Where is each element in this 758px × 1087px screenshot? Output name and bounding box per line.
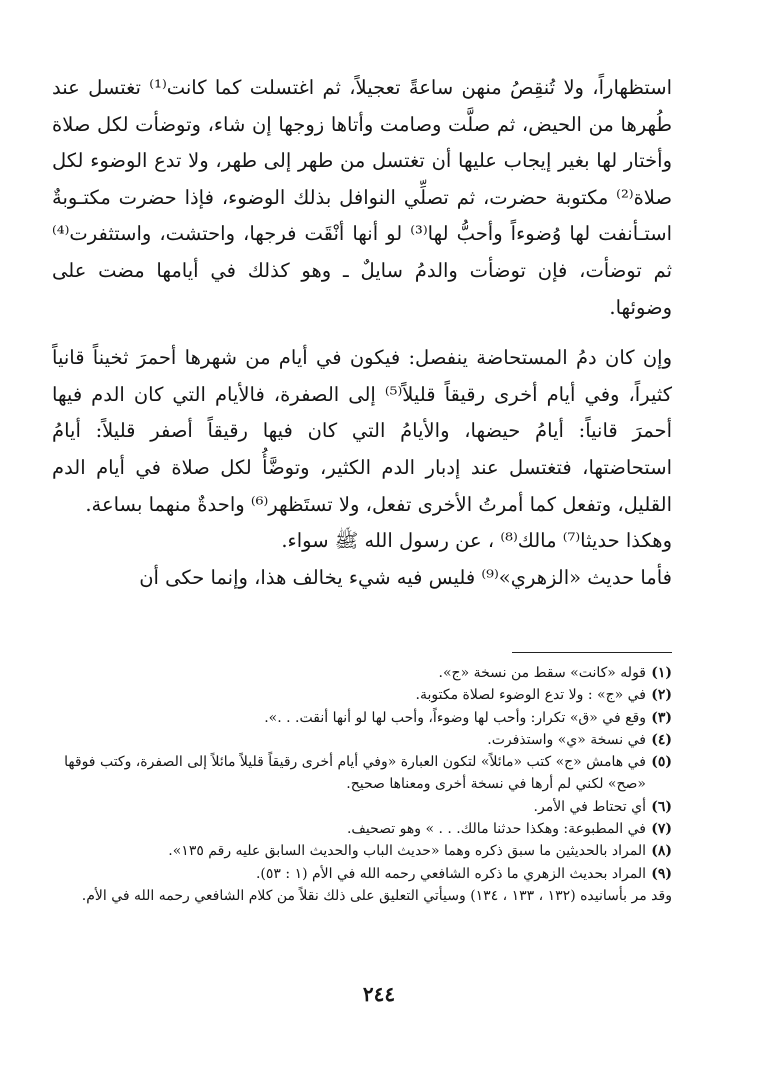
footnote-number: (٢) <box>651 687 672 704</box>
footnote-number: (١) <box>651 665 672 681</box>
paragraph-2: وإن كان دمُ المستحاضة ينفصل: فيكون في أيام من شهرها أحمرَ ثخيناً قانياً كثيراً، وفي أيام أخرى رقيقاً قليلاً⁽⁵⁾ إلى الصفرة، فالأيام التي كان الدم فيها أحمرَ قانياً: أيامُ حيضها، والأيامُ التي كان فيها رقيقاً أصفر قليلاً: أيامُ استحاضتها، فتغتسل عند إدبار الدم الكثير، وتوضَّأُ لكل صلاة في أيام الدم القليل، وتفعل كما أمرتُ الأخرى تفعل، ولا تستَظهر⁽⁶⁾ واحدةٌ منهما بساعة. <box>52 346 672 516</box>
footnote-7 <box>52 818 672 840</box>
footnotes-section <box>52 662 672 907</box>
footnote-number: (٥) <box>651 754 672 771</box>
footnote-text: في المطبوعة: وهكذا حدثنا مالك. . . » وهو تصحيف. <box>346 821 646 838</box>
footnote-3 <box>52 707 672 729</box>
paragraph-3: وهكذا حديثا⁽⁷⁾ مالك⁽⁸⁾ ، عن رسول الله ﷺ سواء. <box>281 529 672 553</box>
footnote-number: (٩) <box>651 865 672 882</box>
footnote-continuation: وقد مر بأسانيده (١٣٢ ، ١٣٣ ، ١٣٤) وسيأتي التعليق على ذلك نقلاً من كلام الشافعي رحمه الله في الأم. <box>81 887 672 904</box>
footnote-6 <box>52 796 672 818</box>
footnote-text: المراد بحديث الزهري ما ذكره الشافعي رحمه الله في الأم (١ : ٥٣). <box>255 865 646 882</box>
footnote-text: في نسخة «ي» واستذفرت. <box>487 731 646 748</box>
footnote-number: (٨) <box>651 843 672 860</box>
footnote-text: أي تحتاط في الأمر. <box>533 798 646 815</box>
footnote-8 <box>52 840 672 862</box>
footnote-number: (٧) <box>651 821 672 838</box>
main-text-body <box>52 70 672 596</box>
footnote-5 <box>52 751 672 796</box>
footnote-2 <box>52 684 672 706</box>
footnote-9 <box>52 863 672 885</box>
footnote-number: (٤) <box>651 731 672 748</box>
paragraph-4: فأما حديث «الزهري»⁽⁹⁾ فليس فيه شيء يخالف هذا، وإنما حكى أن <box>139 565 672 589</box>
footnote-4 <box>52 729 672 751</box>
footnote-text: المراد بالحديثين ما سبق ذكره وهما «حديث الباب والحديث السابق عليه رقم ١٣٥». <box>168 843 646 860</box>
footnote-number: (٣) <box>651 709 672 726</box>
footnote-text: في هامش «ج» كتب «مائلاً» لتكون العبارة «وفي أيام أخرى رقيقاً قليلاً مائلاً إلى الصفرة، وكتب فوقها «صح» لكني لم أرها في نسخة أخرى ومعناها صحيح. <box>64 754 646 793</box>
footnote-text: في «ج» : ولا تدع الوضوء لصلاة مكتوبة. <box>415 687 646 704</box>
footnote-number: (٦) <box>651 798 672 815</box>
footnote-text: وقع في «ق» تكرار: وأحب لها وضوءاً، وأحب لها لو أنها أنقت. . .». <box>264 709 646 726</box>
footnote-separator <box>512 652 672 653</box>
footnote-1 <box>52 662 672 684</box>
footnote-text: قوله «كانت» سقط من نسخة «ج». <box>438 665 646 681</box>
paragraph-1: استظهاراً، ولا تُنقِصُ منهن ساعةً تعجيلاً، ثم اغتسلت كما كانت⁽¹⁾ تغتسل عند طُهرها من الحيض، ثم صلَّت وصامت وأتاها زوجها إن شاء، وتوضأت لكل صلاة وأختار لها بغير إيجاب عليها أن تغتسل من طهر إلى طهر، ولا تدع الوضوء لكل صلاة⁽²⁾ مكتوبة حضرت، ثم تصلِّي النوافل بذلك الوضوء، فإذا حضرت مكتـوبةٌ استـأنفت لها وُضوءاً وأحبُّ لها⁽³⁾ لو أنها أنْقَت فرجها، واحتشت، واستثفرت⁽⁴⁾ ثم توضأت، فإن توضأت والدمُ سايلٌ ـ وهو كذلك في أيامها مضت على وضوئها. <box>52 76 673 319</box>
page-number: ٢٤٤ <box>362 982 396 1006</box>
